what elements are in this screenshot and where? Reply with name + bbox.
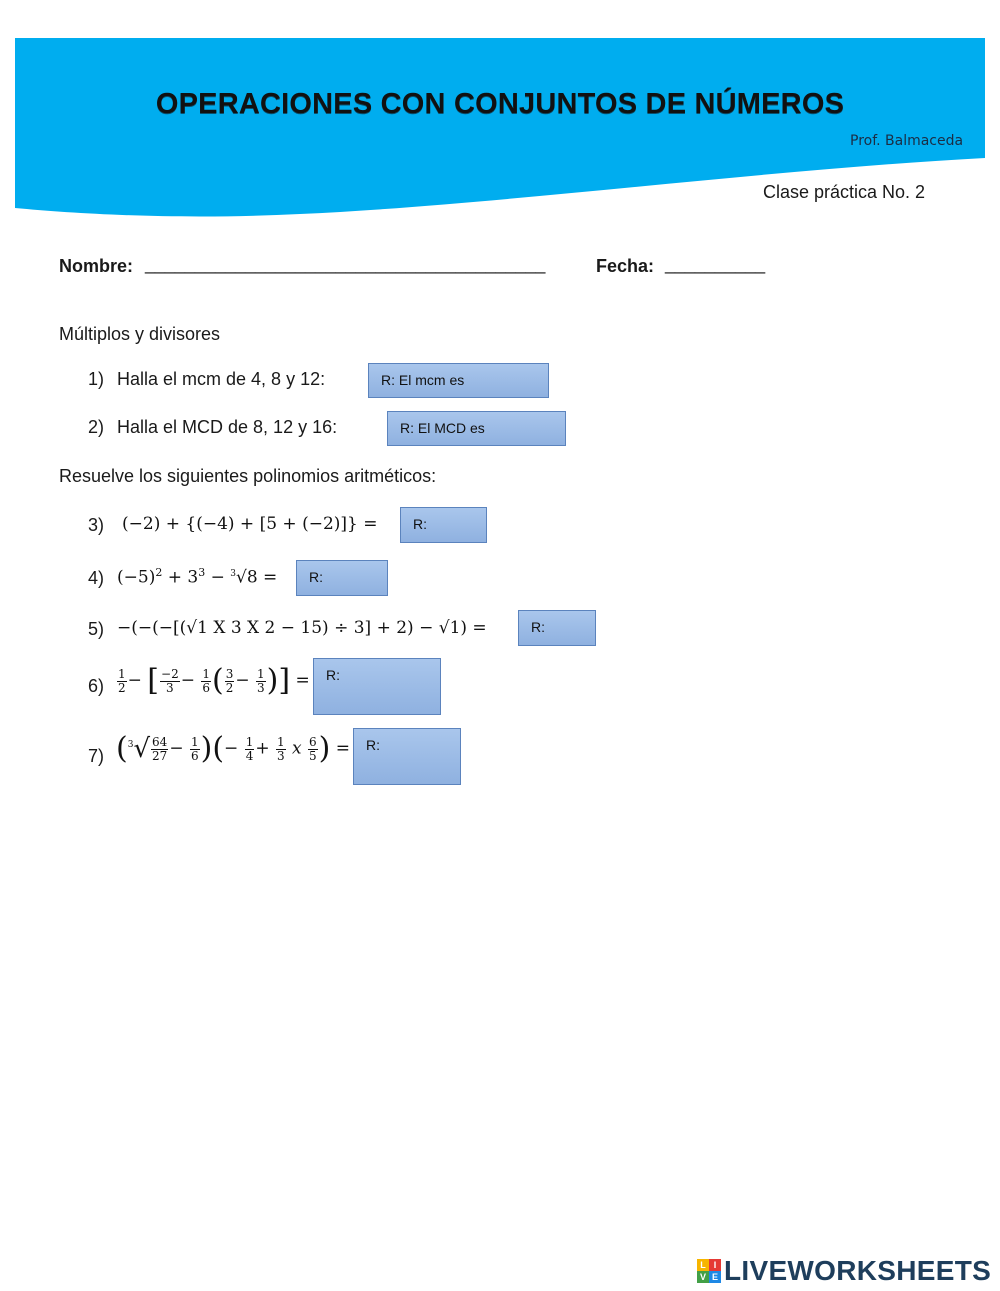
answer-box-q1[interactable]: R: El mcm es [368,363,549,398]
math-expression: $\frac{1}{2}$ − [ $\frac{-2}{3}$ − $\frac{1}{6}$ ( $\frac{3}{2}$ − $\frac{1}{3}$ )] = [118,663,310,698]
question-number: 2) [88,417,105,437]
liveworksheets-logo-icon: L I V E [697,1259,721,1283]
question-number: 5) [88,619,105,639]
author-name: Prof. Balmaceda [850,133,964,149]
section-title-multiples: Múltiplos y divisores [59,324,221,344]
math-expression: (−2) + {(−4) + [5 + (−2)]} = [122,514,378,534]
question-number: 3) [88,515,105,535]
math-expression: −(−(−[(√1 X 3 X 2 − 15) ÷ 3] + 2) − √1) = [117,618,487,638]
answer-box-q6[interactable]: R: [313,658,441,715]
answer-box-q4[interactable]: R: [296,560,388,596]
liveworksheets-logo [697,1254,991,1288]
question-number: 6) [88,676,105,696]
date-label: Fecha: [596,256,655,276]
name-label: Nombre: [59,256,134,276]
answer-box-q2[interactable]: R: El MCD es [387,411,566,446]
math-expression: ($^3$√ $\frac{64}{27}$ − $\frac{1}{6}$ )(− $\frac{1}{4}$ + $\frac{1}{3}$ x $\frac{6}{5}$ ) = [116,731,351,766]
question-number: 4) [88,568,105,588]
answer-box-q5[interactable]: R: [518,610,596,646]
question-text: Halla el MCD de 8, 12 y 16: [117,417,338,437]
answer-box-q7[interactable]: R: [353,728,461,785]
name-field[interactable]: ________________________________________ [145,254,546,274]
question-number: 7) [88,746,105,766]
question-text: Halla el mcm de 4, 8 y 12: [117,369,326,389]
logo-text: LIVEWORKSHEETS [724,1255,992,1286]
page-title: OPERACIONES CON CONJUNTOS DE NÚMEROS [155,88,845,120]
answer-box-q3[interactable]: R: [400,507,487,543]
date-field[interactable]: __________ [665,254,766,274]
question-number: 1) [88,369,105,389]
class-subtitle: Clase práctica No. 2 [763,182,926,202]
section-title-polynomials: Resuelve los siguientes polinomios aritméticos: [59,466,437,486]
math-expression: $(-5)^2 + 3^3 - ^3√8$ = [117,566,278,588]
